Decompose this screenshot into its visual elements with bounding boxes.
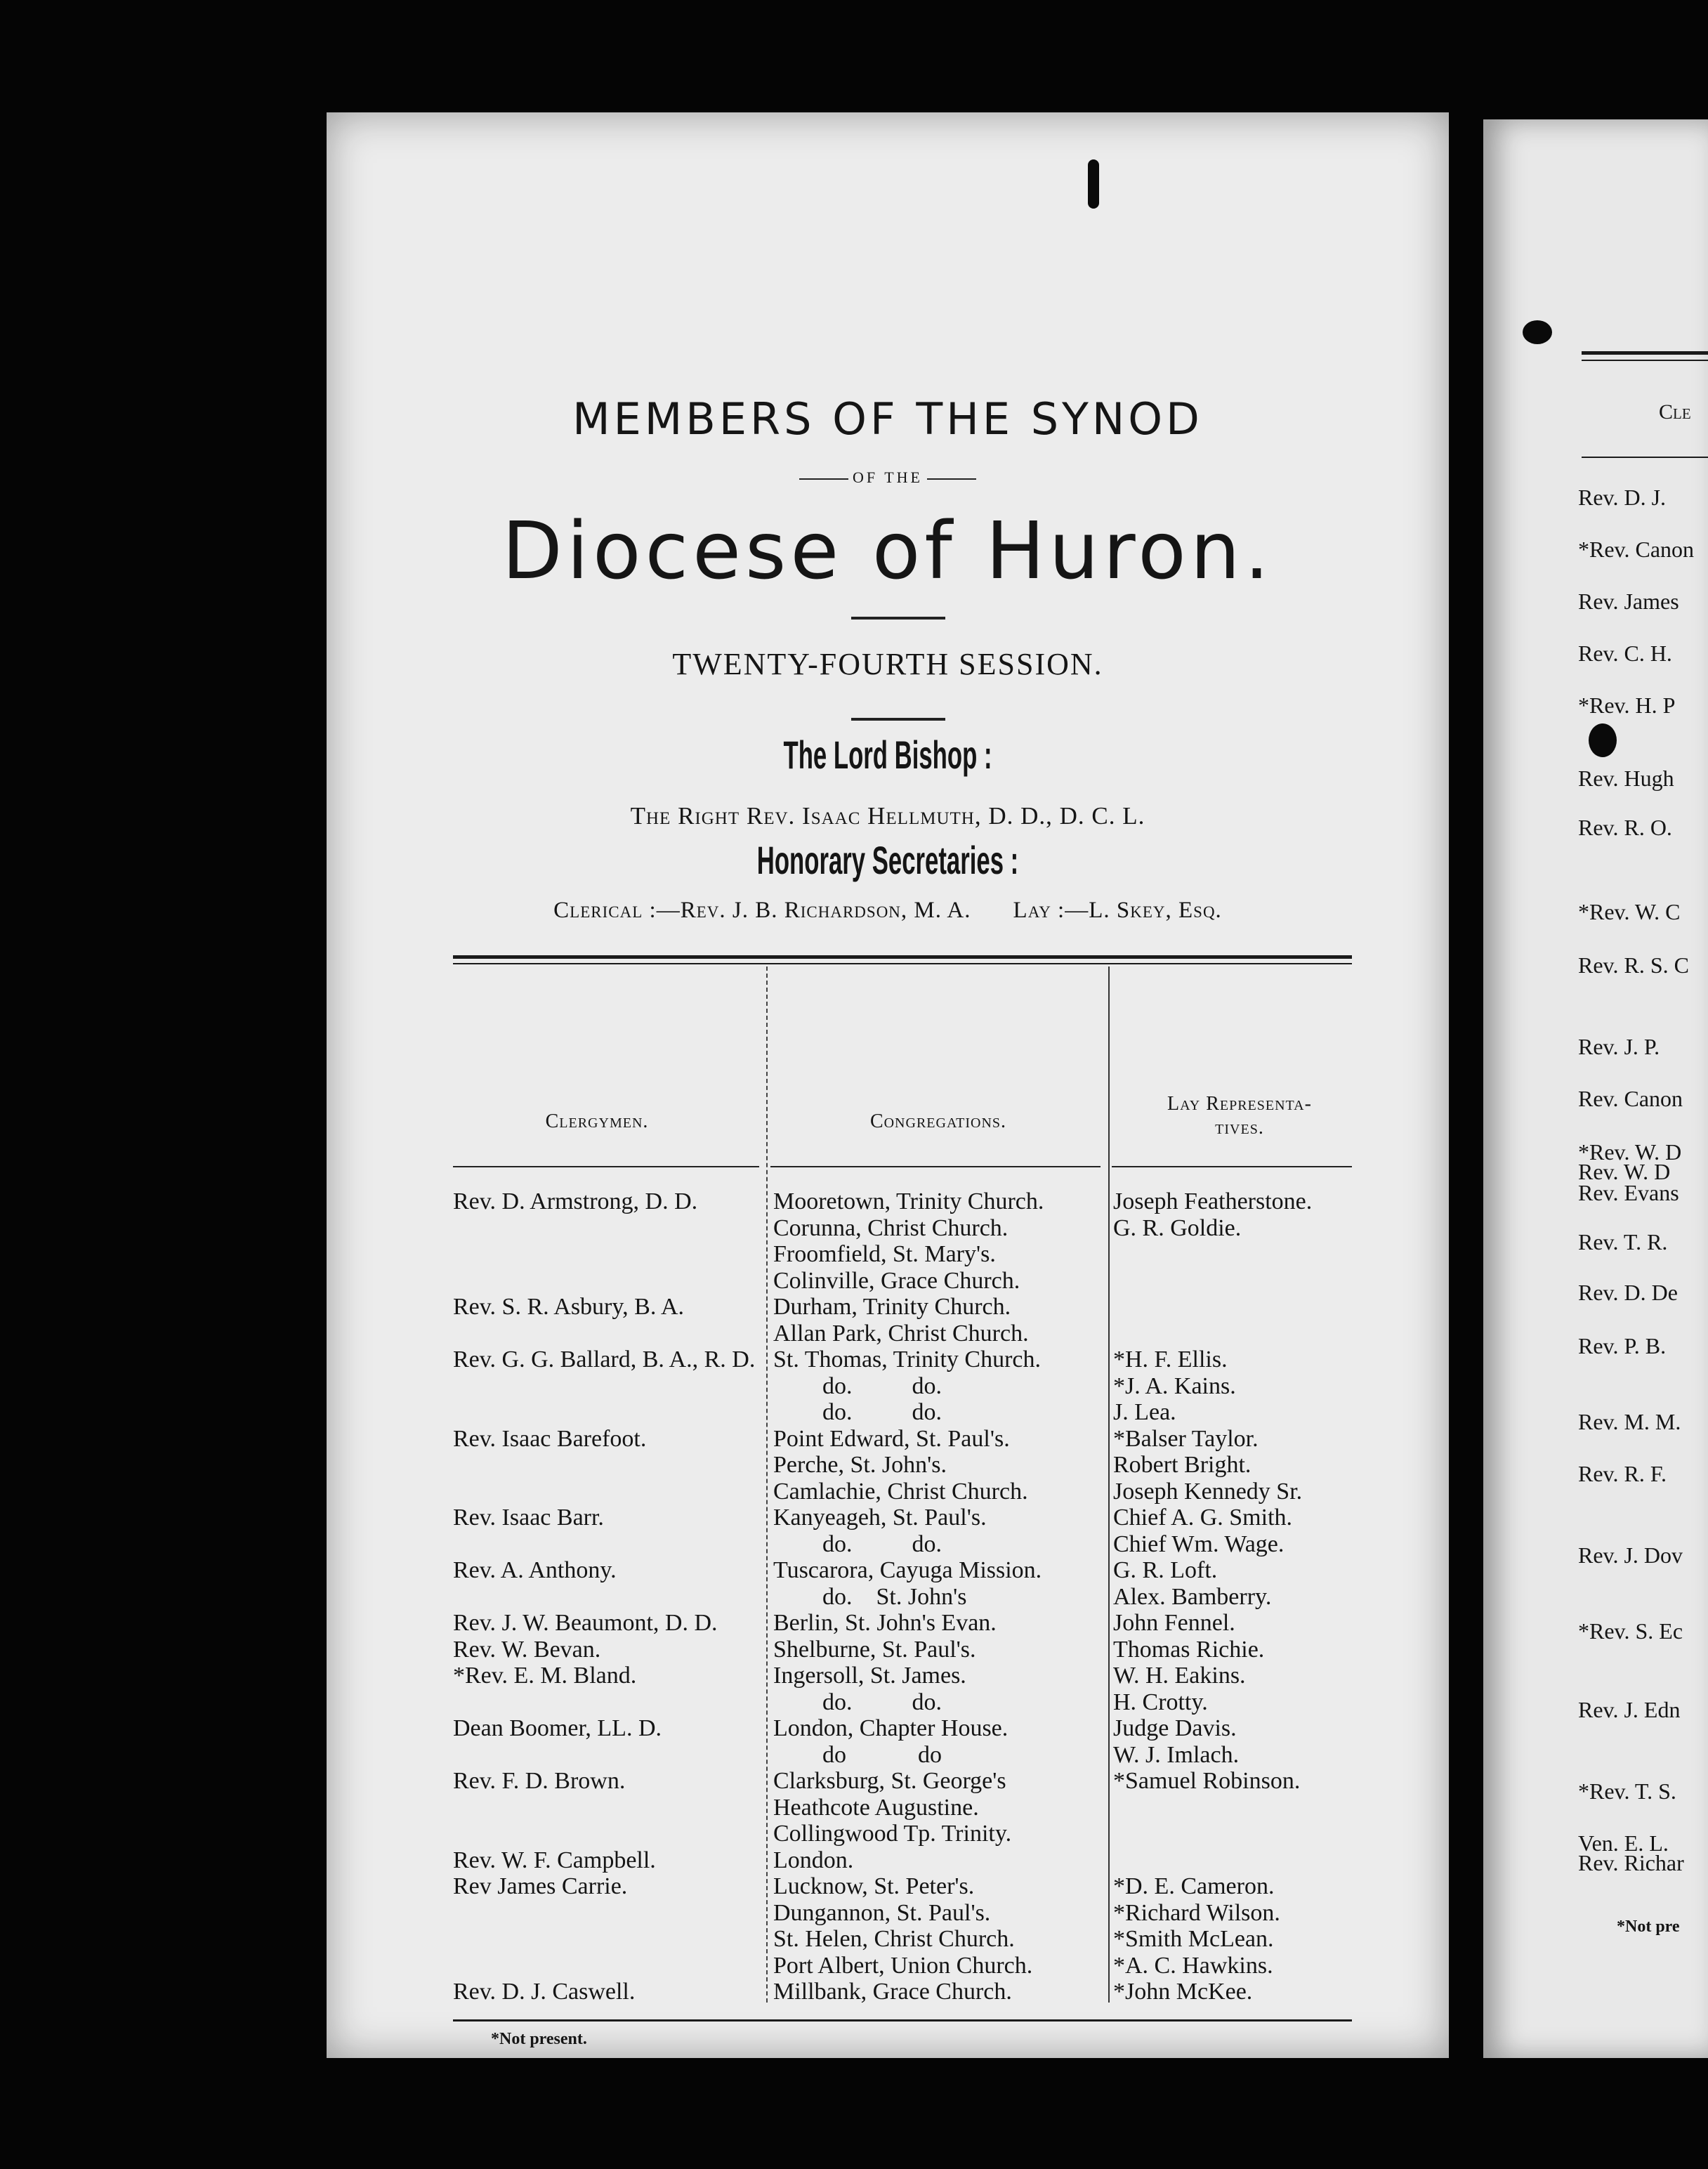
next-page-line: Rev. R. F. <box>1578 1461 1667 1486</box>
next-page-line: *Rev. W. D <box>1578 1139 1682 1165</box>
next-page-line: Rev. W. D <box>1578 1159 1671 1184</box>
next-page-line: Rev. J. P. <box>1578 1034 1660 1059</box>
congregation-cell: do do <box>822 1741 942 1768</box>
lay-representative-cell: H. Crotty. <box>1113 1689 1208 1715</box>
lay-representative-cell: *J. A. Kains. <box>1113 1372 1236 1399</box>
lay-representative-cell: *Balser Taylor. <box>1113 1425 1259 1452</box>
lay-representative-cell <box>1113 1821 1366 1847</box>
congregation-cell: Millbank, Grace Church. <box>773 1979 1012 2005</box>
congregation-cell: St. Thomas, Trinity Church. <box>773 1346 1041 1372</box>
next-page-line: Rev. Hugh <box>1578 766 1674 791</box>
congregation-cell: Corunna, Christ Church. <box>773 1214 1009 1241</box>
congregation-cell: London. <box>773 1847 854 1873</box>
next-page-line: Rev. Richar <box>1578 1850 1684 1875</box>
lay-representative-cell: G. R. Loft. <box>1113 1557 1218 1583</box>
congregation-cell: Tuscarora, Cayuga Mission. <box>773 1557 1042 1583</box>
next-page-line: Rev. M. M. <box>1578 1409 1681 1434</box>
header-underline <box>453 1166 759 1167</box>
congregation-cell: London, Chapter House. <box>773 1715 1009 1741</box>
congregation-cell: Durham, Trinity Church. <box>773 1294 1011 1320</box>
clergyman-cell <box>453 1953 748 1979</box>
next-page-line: Rev. R. O. <box>1578 815 1672 840</box>
next-page-line: *Rev. T. S. <box>1578 1778 1676 1804</box>
clergyman-cell <box>453 1268 748 1295</box>
congregation-cell: Mooretown, Trinity Church. <box>773 1188 1044 1214</box>
footnote-not-present: *Not present. <box>491 2030 587 2048</box>
next-page-line: *Rev. S. Ec <box>1578 1618 1683 1644</box>
congregation-cell: Point Edward, St. Paul's. <box>773 1425 1010 1452</box>
clergyman-cell <box>453 1452 748 1479</box>
next-page-line: Rev. Canon <box>1578 1086 1683 1111</box>
congregation-cell: do. do. <box>822 1399 942 1425</box>
next-page-line: Rev. R. S. C <box>1578 952 1689 978</box>
clergyman-cell <box>453 1531 748 1558</box>
clergyman-cell <box>453 1241 748 1268</box>
clergyman-cell: Rev. S. R. Asbury, B. A. <box>453 1294 685 1320</box>
ink-mark <box>1088 159 1099 209</box>
congregation-cell: Shelburne, St. Paul's. <box>773 1636 976 1663</box>
next-page-line: Rev. T. R. <box>1578 1229 1668 1254</box>
next-page-line: Rev. J. Dov <box>1578 1542 1683 1568</box>
lay-representative-cell: Alex. Bamberry. <box>1113 1583 1272 1610</box>
next-page-header: Cle <box>1659 400 1691 424</box>
clergyman-cell <box>453 1373 748 1400</box>
lay-representative-cell: John Fennel. <box>1113 1610 1235 1636</box>
congregation-cell: Perche, St. John's. <box>773 1452 947 1478</box>
lay-representative-cell: Joseph Featherstone. <box>1113 1188 1313 1214</box>
congregation-cell: do. do. <box>822 1531 942 1557</box>
congregation-cell: Ingersoll, St. James. <box>773 1663 966 1689</box>
lay-representative-cell: Judge Davis. <box>1113 1715 1237 1741</box>
congregation-cell: do. do. <box>822 1372 942 1399</box>
clergyman-cell: Rev James Carrie. <box>453 1873 628 1899</box>
lay-representative-cell: Chief A. G. Smith. <box>1113 1505 1293 1531</box>
lay-representatives-column <box>1113 1188 1366 2005</box>
next-page-line: *Rev. Canon <box>1578 537 1695 562</box>
clergyman-cell: Rev. W. F. Campbell. <box>453 1847 656 1873</box>
next-page-line: Rev. Evans <box>1578 1180 1679 1205</box>
congregation-cell: Clarksburg, St. George's <box>773 1768 1006 1794</box>
secretaries-heading-wrap <box>327 837 1449 883</box>
of-the-text: OF THE <box>853 468 923 486</box>
clergyman-cell <box>453 1795 748 1821</box>
left-page <box>327 112 1449 2058</box>
clergyman-cell <box>453 1321 748 1347</box>
lay-representative-cell: W. J. Imlach. <box>1113 1741 1240 1768</box>
lay-representative-cell: J. Lea. <box>1113 1399 1176 1425</box>
lay-representative-cell: *D. E. Cameron. <box>1113 1873 1275 1899</box>
title-of-the <box>327 468 1449 487</box>
lay-representative-cell: G. R. Goldie. <box>1113 1214 1242 1241</box>
header-underline <box>770 1166 1101 1167</box>
lay-representative-cell: *John McKee. <box>1113 1979 1253 2005</box>
congregation-cell: Collingwood Tp. Trinity. <box>773 1821 1012 1847</box>
clergymen-column <box>453 1188 756 2005</box>
dash-right <box>927 478 976 480</box>
table-bottom-rule <box>453 2019 1352 2021</box>
lay-secretary: Lay :—L. Skey, Esq. <box>1013 898 1222 923</box>
lay-representative-cell: Chief Wm. Wage. <box>1113 1531 1285 1557</box>
clergyman-cell: Rev. A. Anthony. <box>453 1557 617 1583</box>
bishop-heading: The Lord Bishop : <box>783 733 992 777</box>
short-divider <box>851 617 945 620</box>
lay-header-line1: Lay Representa- <box>1167 1093 1312 1115</box>
secretaries-line <box>327 898 1449 924</box>
clergyman-cell: *Rev. E. M. Bland. <box>453 1663 637 1689</box>
lay-header-line2: tives. <box>1215 1117 1264 1139</box>
congregation-cell: Dungannon, St. Paul's. <box>773 1899 991 1926</box>
congregation-cell: Allan Park, Christ Church. <box>773 1320 1029 1346</box>
ink-blot <box>1589 723 1617 757</box>
dash-left <box>799 478 848 480</box>
congregation-cell: Froomfield, St. Mary's. <box>773 1241 996 1267</box>
column-divider <box>766 966 768 2003</box>
congregation-cell: Berlin, St. John's Evan. <box>773 1610 997 1636</box>
clergyman-cell <box>453 1584 748 1611</box>
clergyman-cell: Rev. G. G. Ballard, B. A., R. D. <box>453 1346 756 1372</box>
next-page-line: Rev. C. H. <box>1578 641 1672 666</box>
clergyman-cell: Rev. D. Armstrong, D. D. <box>453 1188 698 1214</box>
title-diocese-of-huron: Diocese of Huron. <box>501 506 1274 597</box>
next-page-line: Rev. D. J. <box>1578 485 1667 510</box>
clergyman-cell: Rev. Isaac Barefoot. <box>453 1425 647 1452</box>
lay-representative-cell: Thomas Richie. <box>1113 1636 1265 1663</box>
secretaries-heading: Honorary Secretaries : <box>756 838 1019 882</box>
congregation-cell: do. do. <box>822 1689 942 1715</box>
next-page-line: Ven. E. L. <box>1578 1830 1669 1856</box>
lay-representative-cell: *Smith McLean. <box>1113 1926 1274 1952</box>
lay-representative-cell <box>1113 1294 1366 1321</box>
lay-representative-cell: *Samuel Robinson. <box>1113 1768 1301 1794</box>
next-page-footnote: *Not pre <box>1617 1918 1680 1936</box>
lay-representative-cell: *H. F. Ellis. <box>1113 1346 1228 1372</box>
short-divider <box>851 718 945 721</box>
next-page-line: *Rev. H. P <box>1578 693 1676 718</box>
clergyman-cell: Rev. D. J. Caswell. <box>453 1979 636 2005</box>
next-page-line: Rev. J. Edn <box>1578 1697 1681 1722</box>
clergyman-cell: Rev. J. W. Beaumont, D. D. <box>453 1610 718 1636</box>
next-page-line: Rev. James <box>1578 589 1679 614</box>
clergyman-cell: Rev. F. D. Brown. <box>453 1768 626 1794</box>
lay-representative-cell: Joseph Kennedy Sr. <box>1113 1478 1303 1505</box>
session-title: TWENTY-FOURTH SESSION. <box>672 647 1103 681</box>
bishop-heading-wrap <box>327 732 1449 778</box>
column-header-congregations: Congregations. <box>869 1110 1007 1132</box>
clergyman-cell <box>453 1479 748 1505</box>
column-header-lay-representatives <box>1113 1092 1366 1140</box>
lay-representative-cell: *Richard Wilson. <box>1113 1899 1280 1926</box>
title-members-of-the-synod: MEMBERS OF THE SYNOD <box>572 393 1203 445</box>
column-divider <box>1108 966 1110 2003</box>
lay-representative-cell: W. H. Eakins. <box>1113 1663 1246 1689</box>
congregation-cell: St. Helen, Christ Church. <box>773 1926 1015 1952</box>
congregation-cell: Lucknow, St. Peter's. <box>773 1873 975 1899</box>
bishop-name: The Right Rev. Isaac Hellmuth, D. D., D. C. L. <box>630 802 1145 830</box>
congregations-column <box>773 1188 1103 2005</box>
clergyman-cell <box>453 1821 748 1847</box>
clerical-secretary: Clerical :—Rev. J. B. Richardson, M. A. <box>553 898 971 923</box>
header-underline <box>1112 1166 1352 1167</box>
lay-representative-cell <box>1113 1241 1366 1268</box>
lay-representative-cell: Robert Bright. <box>1113 1452 1252 1478</box>
clergyman-cell: Rev. Isaac Barr. <box>453 1505 604 1531</box>
ink-blot <box>1523 320 1552 344</box>
congregation-cell: Heathcote Augustine. <box>773 1794 979 1821</box>
congregation-cell: Kanyeageh, St. Paul's. <box>773 1505 987 1531</box>
table-top-rule <box>453 955 1352 959</box>
congregation-cell: Port Albert, Union Church. <box>773 1952 1033 1979</box>
next-page-rule <box>1582 351 1708 355</box>
clergyman-cell <box>453 1215 748 1242</box>
clergyman-cell <box>453 1399 748 1426</box>
clergyman-cell <box>453 1689 748 1716</box>
lay-representative-cell <box>1113 1321 1366 1347</box>
clergyman-cell <box>453 1900 748 1927</box>
lay-representative-cell <box>1113 1795 1366 1821</box>
clergyman-cell: Dean Boomer, LL. D. <box>453 1715 662 1741</box>
table-top-rule-thin <box>453 963 1352 964</box>
next-page-line: Rev. D. De <box>1578 1280 1678 1305</box>
clergyman-cell: Rev. W. Bevan. <box>453 1636 601 1663</box>
lay-representative-cell <box>1113 1847 1366 1874</box>
next-page-line: Rev. P. B. <box>1578 1333 1667 1358</box>
congregation-cell: Camlachie, Christ Church. <box>773 1478 1028 1505</box>
next-page-header-rule <box>1582 457 1708 458</box>
lay-representative-cell: *A. C. Hawkins. <box>1113 1952 1273 1979</box>
clergyman-cell <box>453 1926 748 1953</box>
lay-representative-cell <box>1113 1268 1366 1295</box>
congregation-cell: Colinville, Grace Church. <box>773 1267 1020 1294</box>
column-header-clergymen: Clergymen. <box>545 1110 649 1132</box>
congregation-cell: do. St. John's <box>822 1583 967 1610</box>
next-page-line: *Rev. W. C <box>1578 899 1681 924</box>
clergyman-cell <box>453 1742 748 1769</box>
right-page-fragment <box>1483 119 1708 2058</box>
next-page-rule-thin <box>1582 360 1708 361</box>
